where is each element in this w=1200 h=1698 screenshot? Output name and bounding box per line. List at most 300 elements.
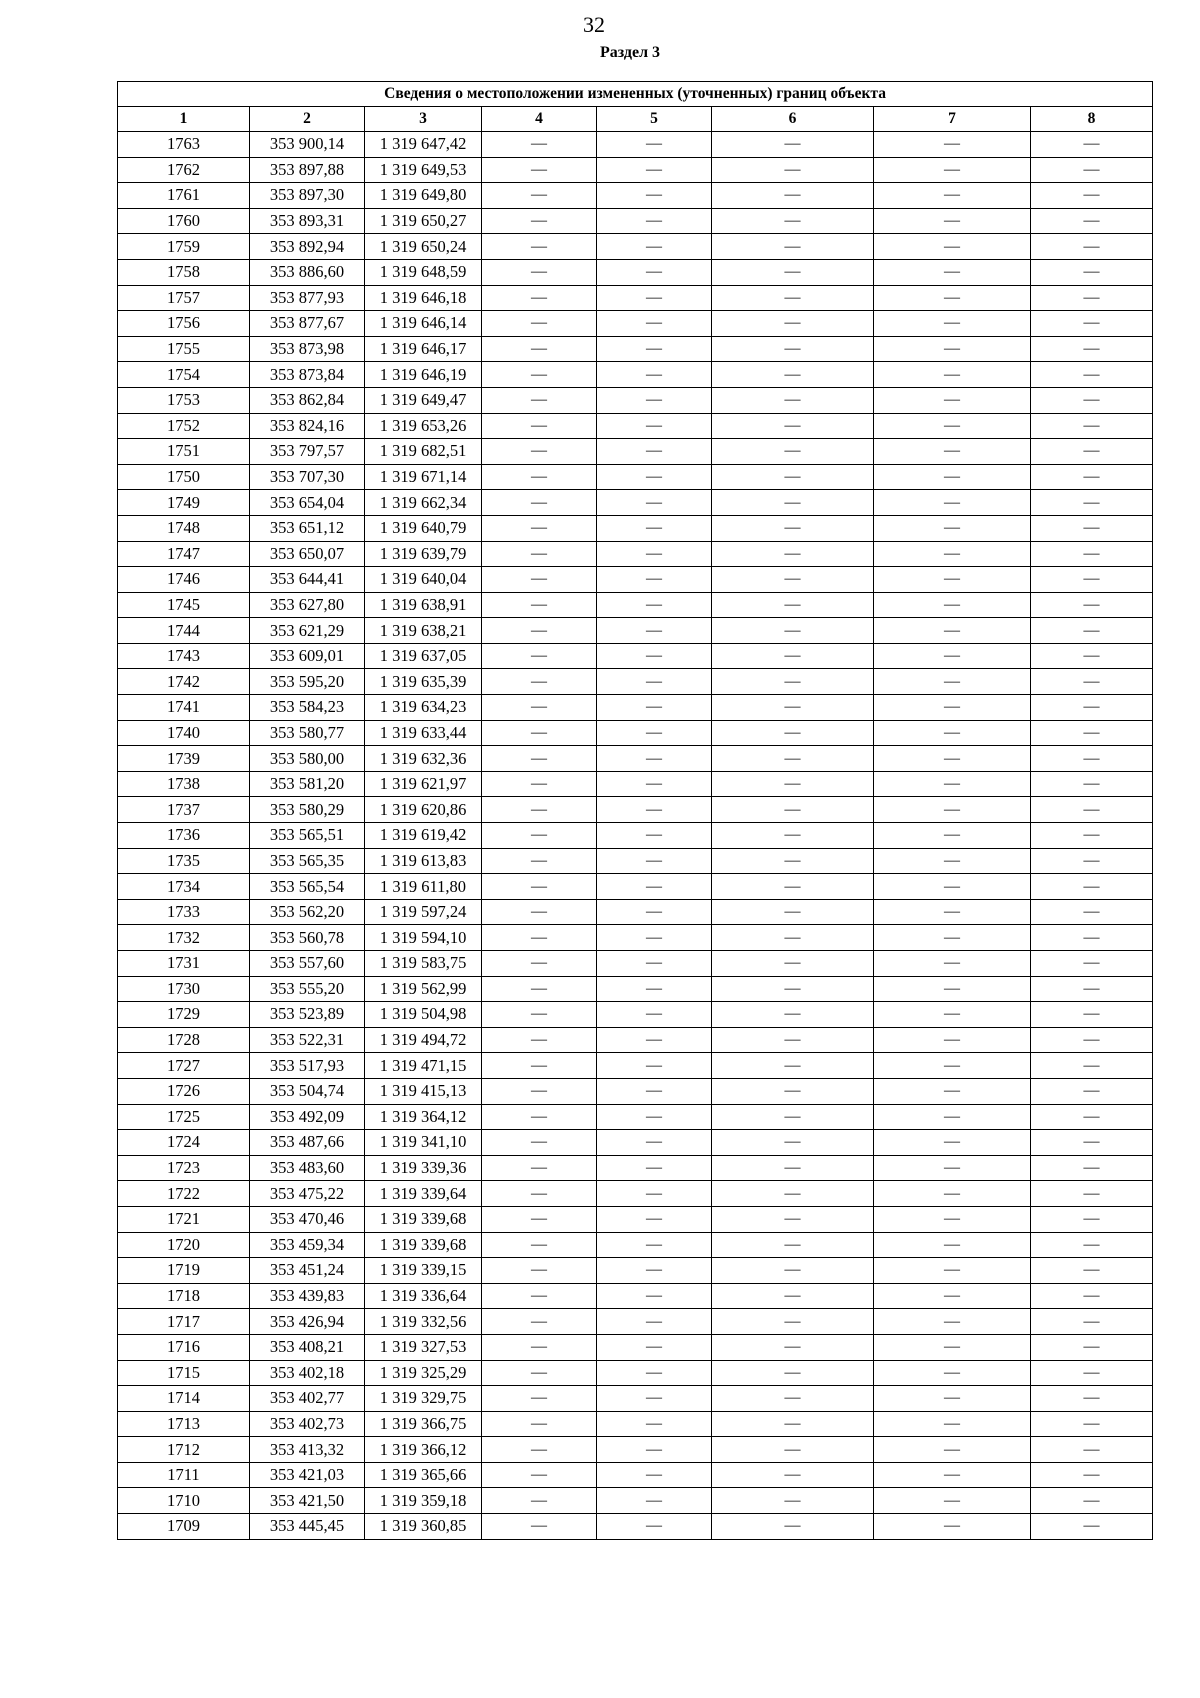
empty-value-cell: —: [597, 695, 712, 721]
empty-value-cell: —: [874, 1078, 1031, 1104]
table-row: [118, 746, 1153, 772]
empty-value-cell: —: [712, 464, 874, 490]
point-number-cell: 1743: [118, 643, 250, 669]
x-coordinate-cell: 353 824,16: [250, 413, 365, 439]
empty-value-cell: —: [597, 1309, 712, 1335]
point-number-cell: 1729: [118, 1002, 250, 1028]
table-row: [118, 362, 1153, 388]
empty-value-cell: —: [482, 695, 597, 721]
table-row: [118, 1104, 1153, 1130]
empty-value-cell: —: [1031, 1258, 1153, 1284]
empty-value-cell: —: [597, 515, 712, 541]
empty-value-cell: —: [1031, 976, 1153, 1002]
table-row: [118, 669, 1153, 695]
y-coordinate-cell: 1 319 339,36: [365, 1155, 482, 1181]
y-coordinate-cell: 1 319 662,34: [365, 490, 482, 516]
empty-value-cell: —: [482, 464, 597, 490]
empty-value-cell: —: [597, 1053, 712, 1079]
x-coordinate-cell: 353 565,51: [250, 823, 365, 849]
table-row: [118, 848, 1153, 874]
empty-value-cell: —: [482, 515, 597, 541]
empty-value-cell: —: [712, 874, 874, 900]
empty-value-cell: —: [482, 1155, 597, 1181]
empty-value-cell: —: [1031, 771, 1153, 797]
empty-value-cell: —: [874, 643, 1031, 669]
empty-value-cell: —: [597, 1514, 712, 1540]
empty-value-cell: —: [712, 1078, 874, 1104]
table-row: [118, 1155, 1153, 1181]
empty-value-cell: —: [1031, 874, 1153, 900]
empty-value-cell: —: [1031, 567, 1153, 593]
y-coordinate-cell: 1 319 366,12: [365, 1437, 482, 1463]
x-coordinate-cell: 353 475,22: [250, 1181, 365, 1207]
empty-value-cell: —: [482, 899, 597, 925]
table-row: [118, 285, 1153, 311]
y-coordinate-cell: 1 319 471,15: [365, 1053, 482, 1079]
y-coordinate-cell: 1 319 633,44: [365, 720, 482, 746]
point-number-cell: 1749: [118, 490, 250, 516]
empty-value-cell: —: [712, 413, 874, 439]
empty-value-cell: —: [1031, 1309, 1153, 1335]
empty-value-cell: —: [874, 1411, 1031, 1437]
y-coordinate-cell: 1 319 613,83: [365, 848, 482, 874]
empty-value-cell: —: [597, 874, 712, 900]
table-row: [118, 208, 1153, 234]
x-coordinate-cell: 353 581,20: [250, 771, 365, 797]
empty-value-cell: —: [482, 208, 597, 234]
empty-value-cell: —: [597, 669, 712, 695]
x-coordinate-cell: 353 644,41: [250, 567, 365, 593]
empty-value-cell: —: [597, 1206, 712, 1232]
table-row: [118, 1514, 1153, 1540]
x-coordinate-cell: 353 517,93: [250, 1053, 365, 1079]
x-coordinate-cell: 353 421,50: [250, 1488, 365, 1514]
point-number-cell: 1717: [118, 1309, 250, 1335]
empty-value-cell: —: [712, 1130, 874, 1156]
table-row: [118, 1360, 1153, 1386]
y-coordinate-cell: 1 319 638,21: [365, 618, 482, 644]
empty-value-cell: —: [874, 234, 1031, 260]
empty-value-cell: —: [1031, 720, 1153, 746]
empty-value-cell: —: [597, 1002, 712, 1028]
x-coordinate-cell: 353 886,60: [250, 259, 365, 285]
y-coordinate-cell: 1 319 646,17: [365, 336, 482, 362]
point-number-cell: 1726: [118, 1078, 250, 1104]
empty-value-cell: —: [1031, 336, 1153, 362]
empty-value-cell: —: [482, 541, 597, 567]
table-row: [118, 1411, 1153, 1437]
empty-value-cell: —: [874, 1155, 1031, 1181]
column-number: 1: [118, 107, 250, 132]
empty-value-cell: —: [597, 208, 712, 234]
empty-value-cell: —: [712, 1462, 874, 1488]
empty-value-cell: —: [597, 387, 712, 413]
empty-value-cell: —: [482, 618, 597, 644]
empty-value-cell: —: [482, 669, 597, 695]
empty-value-cell: —: [874, 541, 1031, 567]
empty-value-cell: —: [597, 1437, 712, 1463]
empty-value-cell: —: [482, 1386, 597, 1412]
empty-value-cell: —: [712, 643, 874, 669]
point-number-cell: 1741: [118, 695, 250, 721]
x-coordinate-cell: 353 451,24: [250, 1258, 365, 1284]
x-coordinate-cell: 353 557,60: [250, 951, 365, 977]
y-coordinate-cell: 1 319 619,42: [365, 823, 482, 849]
empty-value-cell: —: [597, 643, 712, 669]
empty-value-cell: —: [1031, 362, 1153, 388]
empty-value-cell: —: [712, 899, 874, 925]
y-coordinate-cell: 1 319 653,26: [365, 413, 482, 439]
point-number-cell: 1730: [118, 976, 250, 1002]
y-coordinate-cell: 1 319 647,42: [365, 132, 482, 158]
empty-value-cell: —: [597, 439, 712, 465]
x-coordinate-cell: 353 492,09: [250, 1104, 365, 1130]
empty-value-cell: —: [1031, 1027, 1153, 1053]
empty-value-cell: —: [597, 1130, 712, 1156]
x-coordinate-cell: 353 892,94: [250, 234, 365, 260]
empty-value-cell: —: [482, 771, 597, 797]
empty-value-cell: —: [597, 1258, 712, 1284]
table-row: [118, 541, 1153, 567]
table-row: [118, 234, 1153, 260]
empty-value-cell: —: [482, 1488, 597, 1514]
point-number-cell: 1719: [118, 1258, 250, 1284]
empty-value-cell: —: [1031, 746, 1153, 772]
x-coordinate-cell: 353 504,74: [250, 1078, 365, 1104]
x-coordinate-cell: 353 402,77: [250, 1386, 365, 1412]
point-number-cell: 1738: [118, 771, 250, 797]
empty-value-cell: —: [874, 1232, 1031, 1258]
x-coordinate-cell: 353 445,45: [250, 1514, 365, 1540]
empty-value-cell: —: [874, 976, 1031, 1002]
empty-value-cell: —: [712, 1053, 874, 1079]
point-number-cell: 1734: [118, 874, 250, 900]
empty-value-cell: —: [482, 1027, 597, 1053]
x-coordinate-cell: 353 565,54: [250, 874, 365, 900]
empty-value-cell: —: [874, 1309, 1031, 1335]
y-coordinate-cell: 1 319 671,14: [365, 464, 482, 490]
point-number-cell: 1711: [118, 1462, 250, 1488]
empty-value-cell: —: [597, 925, 712, 951]
y-coordinate-cell: 1 319 635,39: [365, 669, 482, 695]
empty-value-cell: —: [597, 1488, 712, 1514]
empty-value-cell: —: [482, 1309, 597, 1335]
empty-value-cell: —: [1031, 618, 1153, 644]
empty-value-cell: —: [1031, 1411, 1153, 1437]
x-coordinate-cell: 353 584,23: [250, 695, 365, 721]
x-coordinate-cell: 353 595,20: [250, 669, 365, 695]
empty-value-cell: —: [874, 1334, 1031, 1360]
empty-value-cell: —: [597, 1027, 712, 1053]
x-coordinate-cell: 353 897,88: [250, 157, 365, 183]
table-row: [118, 1053, 1153, 1079]
empty-value-cell: —: [1031, 490, 1153, 516]
y-coordinate-cell: 1 319 637,05: [365, 643, 482, 669]
table-row: [118, 1078, 1153, 1104]
point-number-cell: 1736: [118, 823, 250, 849]
empty-value-cell: —: [712, 823, 874, 849]
point-number-cell: 1757: [118, 285, 250, 311]
x-coordinate-cell: 353 421,03: [250, 1462, 365, 1488]
table-row: [118, 311, 1153, 337]
table-row: [118, 1206, 1153, 1232]
empty-value-cell: —: [712, 234, 874, 260]
empty-value-cell: —: [597, 1104, 712, 1130]
empty-value-cell: —: [874, 669, 1031, 695]
y-coordinate-cell: 1 319 562,99: [365, 976, 482, 1002]
empty-value-cell: —: [1031, 259, 1153, 285]
empty-value-cell: —: [482, 132, 597, 158]
point-number-cell: 1715: [118, 1360, 250, 1386]
empty-value-cell: —: [1031, 695, 1153, 721]
empty-value-cell: —: [482, 1514, 597, 1540]
empty-value-cell: —: [874, 259, 1031, 285]
empty-value-cell: —: [482, 951, 597, 977]
y-coordinate-cell: 1 319 640,04: [365, 567, 482, 593]
x-coordinate-cell: 353 627,80: [250, 592, 365, 618]
empty-value-cell: —: [482, 797, 597, 823]
x-coordinate-cell: 353 408,21: [250, 1334, 365, 1360]
x-coordinate-cell: 353 523,89: [250, 1002, 365, 1028]
table-row: [118, 1386, 1153, 1412]
empty-value-cell: —: [482, 874, 597, 900]
empty-value-cell: —: [874, 746, 1031, 772]
table-row: [118, 515, 1153, 541]
point-number-cell: 1760: [118, 208, 250, 234]
empty-value-cell: —: [597, 183, 712, 209]
empty-value-cell: —: [874, 336, 1031, 362]
x-coordinate-cell: 353 877,67: [250, 311, 365, 337]
empty-value-cell: —: [712, 720, 874, 746]
empty-value-cell: —: [712, 1386, 874, 1412]
table-row: [118, 1283, 1153, 1309]
table-row: [118, 1334, 1153, 1360]
table-row: [118, 1130, 1153, 1156]
empty-value-cell: —: [1031, 1206, 1153, 1232]
y-coordinate-cell: 1 319 650,24: [365, 234, 482, 260]
empty-value-cell: —: [874, 823, 1031, 849]
empty-value-cell: —: [712, 771, 874, 797]
empty-value-cell: —: [597, 592, 712, 618]
table-row: [118, 1462, 1153, 1488]
empty-value-cell: —: [712, 1488, 874, 1514]
x-coordinate-cell: 353 426,94: [250, 1309, 365, 1335]
x-coordinate-cell: 353 555,20: [250, 976, 365, 1002]
x-coordinate-cell: 353 897,30: [250, 183, 365, 209]
empty-value-cell: —: [482, 925, 597, 951]
table-row: [118, 1437, 1153, 1463]
empty-value-cell: —: [597, 311, 712, 337]
point-number-cell: 1718: [118, 1283, 250, 1309]
empty-value-cell: —: [874, 1053, 1031, 1079]
empty-value-cell: —: [597, 132, 712, 158]
empty-value-cell: —: [712, 618, 874, 644]
empty-value-cell: —: [874, 515, 1031, 541]
empty-value-cell: —: [712, 1232, 874, 1258]
empty-value-cell: —: [874, 387, 1031, 413]
point-number-cell: 1728: [118, 1027, 250, 1053]
empty-value-cell: —: [597, 797, 712, 823]
x-coordinate-cell: 353 580,29: [250, 797, 365, 823]
point-number-cell: 1744: [118, 618, 250, 644]
empty-value-cell: —: [482, 183, 597, 209]
empty-value-cell: —: [1031, 848, 1153, 874]
empty-value-cell: —: [874, 1130, 1031, 1156]
x-coordinate-cell: 353 565,35: [250, 848, 365, 874]
empty-value-cell: —: [712, 259, 874, 285]
point-number-cell: 1716: [118, 1334, 250, 1360]
empty-value-cell: —: [1031, 464, 1153, 490]
x-coordinate-cell: 353 621,29: [250, 618, 365, 644]
y-coordinate-cell: 1 319 327,53: [365, 1334, 482, 1360]
x-coordinate-cell: 353 402,73: [250, 1411, 365, 1437]
table-row: [118, 899, 1153, 925]
empty-value-cell: —: [482, 1104, 597, 1130]
x-coordinate-cell: 353 650,07: [250, 541, 365, 567]
empty-value-cell: —: [597, 976, 712, 1002]
empty-value-cell: —: [482, 746, 597, 772]
empty-value-cell: —: [874, 439, 1031, 465]
empty-value-cell: —: [597, 362, 712, 388]
y-coordinate-cell: 1 319 365,66: [365, 1462, 482, 1488]
table-row: [118, 925, 1153, 951]
y-coordinate-cell: 1 319 646,18: [365, 285, 482, 311]
empty-value-cell: —: [482, 643, 597, 669]
empty-value-cell: —: [712, 797, 874, 823]
empty-value-cell: —: [712, 1437, 874, 1463]
point-number-cell: 1755: [118, 336, 250, 362]
empty-value-cell: —: [1031, 1155, 1153, 1181]
point-number-cell: 1720: [118, 1232, 250, 1258]
empty-value-cell: —: [712, 746, 874, 772]
y-coordinate-cell: 1 319 611,80: [365, 874, 482, 900]
empty-value-cell: —: [1031, 1078, 1153, 1104]
empty-value-cell: —: [482, 1334, 597, 1360]
empty-value-cell: —: [712, 515, 874, 541]
point-number-cell: 1753: [118, 387, 250, 413]
empty-value-cell: —: [874, 1206, 1031, 1232]
empty-value-cell: —: [874, 362, 1031, 388]
x-coordinate-cell: 353 609,01: [250, 643, 365, 669]
empty-value-cell: —: [597, 1155, 712, 1181]
empty-value-cell: —: [874, 720, 1031, 746]
table-row: [118, 797, 1153, 823]
x-coordinate-cell: 353 862,84: [250, 387, 365, 413]
table-row: [118, 1027, 1153, 1053]
y-coordinate-cell: 1 319 364,12: [365, 1104, 482, 1130]
table-row: [118, 951, 1153, 977]
empty-value-cell: —: [482, 362, 597, 388]
empty-value-cell: —: [874, 183, 1031, 209]
y-coordinate-cell: 1 319 341,10: [365, 1130, 482, 1156]
y-coordinate-cell: 1 319 339,15: [365, 1258, 482, 1284]
empty-value-cell: —: [874, 1488, 1031, 1514]
table-row: [118, 490, 1153, 516]
empty-value-cell: —: [874, 1027, 1031, 1053]
empty-value-cell: —: [712, 439, 874, 465]
y-coordinate-cell: 1 319 649,80: [365, 183, 482, 209]
empty-value-cell: —: [712, 1155, 874, 1181]
empty-value-cell: —: [874, 464, 1031, 490]
empty-value-cell: —: [597, 413, 712, 439]
empty-value-cell: —: [1031, 925, 1153, 951]
point-number-cell: 1737: [118, 797, 250, 823]
y-coordinate-cell: 1 319 638,91: [365, 592, 482, 618]
empty-value-cell: —: [597, 823, 712, 849]
empty-value-cell: —: [874, 925, 1031, 951]
table-row: [118, 618, 1153, 644]
empty-value-cell: —: [1031, 311, 1153, 337]
empty-value-cell: —: [874, 797, 1031, 823]
empty-value-cell: —: [482, 285, 597, 311]
empty-value-cell: —: [597, 285, 712, 311]
empty-value-cell: —: [482, 592, 597, 618]
point-number-cell: 1739: [118, 746, 250, 772]
y-coordinate-cell: 1 319 640,79: [365, 515, 482, 541]
empty-value-cell: —: [874, 1104, 1031, 1130]
point-number-cell: 1713: [118, 1411, 250, 1437]
empty-value-cell: —: [874, 567, 1031, 593]
empty-value-cell: —: [597, 1078, 712, 1104]
empty-value-cell: —: [712, 1258, 874, 1284]
empty-value-cell: —: [874, 285, 1031, 311]
table-row: [118, 1232, 1153, 1258]
empty-value-cell: —: [874, 208, 1031, 234]
empty-value-cell: —: [482, 439, 597, 465]
x-coordinate-cell: 353 877,93: [250, 285, 365, 311]
point-number-cell: 1761: [118, 183, 250, 209]
point-number-cell: 1762: [118, 157, 250, 183]
empty-value-cell: —: [1031, 132, 1153, 158]
x-coordinate-cell: 353 439,83: [250, 1283, 365, 1309]
empty-value-cell: —: [874, 592, 1031, 618]
y-coordinate-cell: 1 319 325,29: [365, 1360, 482, 1386]
empty-value-cell: —: [712, 976, 874, 1002]
column-number: 8: [1031, 107, 1153, 132]
y-coordinate-cell: 1 319 648,59: [365, 259, 482, 285]
empty-value-cell: —: [1031, 1514, 1153, 1540]
empty-value-cell: —: [1031, 1386, 1153, 1412]
table-row: [118, 567, 1153, 593]
table-row: [118, 132, 1153, 158]
table-row: [118, 1309, 1153, 1335]
empty-value-cell: —: [712, 1027, 874, 1053]
y-coordinate-cell: 1 319 583,75: [365, 951, 482, 977]
empty-value-cell: —: [597, 848, 712, 874]
empty-value-cell: —: [482, 387, 597, 413]
empty-value-cell: —: [712, 132, 874, 158]
empty-value-cell: —: [874, 132, 1031, 158]
point-number-cell: 1714: [118, 1386, 250, 1412]
empty-value-cell: —: [482, 848, 597, 874]
y-coordinate-cell: 1 319 594,10: [365, 925, 482, 951]
y-coordinate-cell: 1 319 634,23: [365, 695, 482, 721]
point-number-cell: 1731: [118, 951, 250, 977]
empty-value-cell: —: [712, 1309, 874, 1335]
empty-value-cell: —: [1031, 1130, 1153, 1156]
empty-value-cell: —: [482, 311, 597, 337]
table-row: [118, 1258, 1153, 1284]
point-number-cell: 1740: [118, 720, 250, 746]
empty-value-cell: —: [1031, 387, 1153, 413]
column-number: 4: [482, 107, 597, 132]
x-coordinate-cell: 353 562,20: [250, 899, 365, 925]
table-row: [118, 874, 1153, 900]
x-coordinate-cell: 353 893,31: [250, 208, 365, 234]
point-number-cell: 1759: [118, 234, 250, 260]
empty-value-cell: —: [712, 1181, 874, 1207]
x-coordinate-cell: 353 522,31: [250, 1027, 365, 1053]
